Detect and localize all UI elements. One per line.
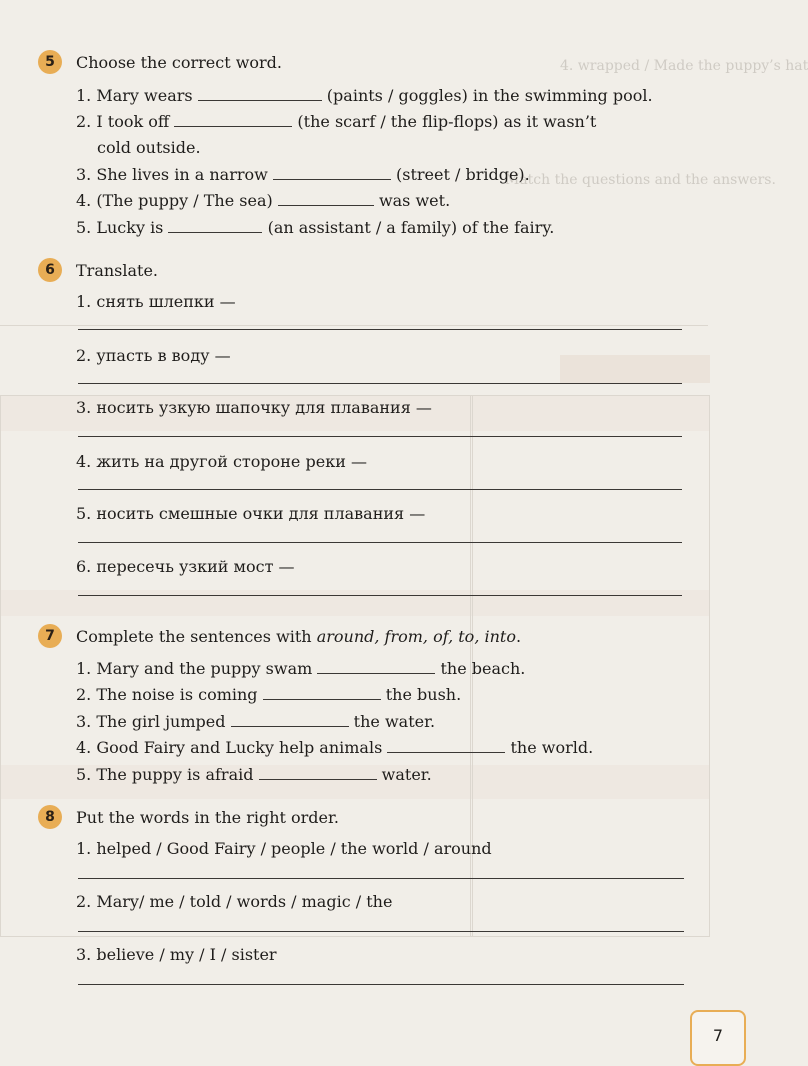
sentence-line (97, 138, 201, 157)
sentence-text: 5. Lucky is (76, 218, 164, 237)
answer-line[interactable] (78, 489, 682, 490)
word-order-item: 3. believe / my / I / sister (76, 945, 277, 964)
exercise-number-badge: 5 (38, 50, 62, 74)
sentence-options: (street / bridge). (396, 165, 530, 184)
sentence-text: was wet. (378, 191, 451, 210)
sentence-text: 2. The noise is coming (76, 685, 258, 704)
exercise-5 (38, 49, 282, 75)
sentence-options: (an assistant / a family) of the fairy. (267, 218, 555, 237)
exercise-7-header (38, 623, 521, 649)
exercise-8-header (38, 804, 339, 830)
answer-blank[interactable] (231, 711, 349, 727)
exercise-number-badge: 6 (38, 258, 62, 282)
page-number-tab (690, 1010, 746, 1066)
sentence-text: 1. Mary and the puppy swam (76, 659, 313, 678)
translate-item: 4. жить на другой стороне реки — (76, 452, 367, 471)
exercise-instruction (76, 627, 521, 646)
sentence-line (76, 164, 530, 184)
sentence-text: 5. The puppy is afraid (76, 765, 254, 784)
answer-blank[interactable] (174, 111, 292, 127)
sentence-text: cold outside. (97, 138, 201, 157)
sentence-line (76, 217, 554, 237)
translate-item: 1. снять шлепки — (76, 292, 236, 311)
sentence-line (76, 684, 461, 704)
answer-blank[interactable] (198, 85, 322, 101)
answer-line[interactable] (78, 436, 682, 437)
sentence-options: (paints / goggles) in the swimming pool. (326, 86, 653, 105)
sentence-text: water. (381, 765, 432, 784)
instruction-text: . (515, 626, 522, 646)
ghost-text: Match the questions and the answers. (505, 172, 776, 188)
word-order-item: 2. Mary/ me / told / words / magic / the (76, 892, 393, 911)
answer-line[interactable] (78, 984, 684, 985)
answer-blank[interactable] (278, 190, 374, 206)
exercise-7 (38, 623, 521, 649)
answer-line[interactable] (78, 542, 682, 543)
translate-item: 3. носить узкую шапочку для плавания — (76, 398, 432, 417)
translate-item: 5. носить смешные очки для плавания — (76, 504, 426, 523)
answer-line[interactable] (78, 595, 682, 596)
exercise-5-header (38, 49, 282, 75)
sentence-text: the world. (510, 738, 594, 757)
sentence-options: (the scarf / the flip-flops) as it wasn’t (297, 112, 597, 131)
answer-blank[interactable] (263, 684, 381, 700)
sentence-text: the beach. (440, 659, 526, 678)
answer-blank[interactable] (259, 764, 377, 780)
sentence-text: 4. Good Fairy and Lucky help animals (76, 738, 383, 757)
sentence-line (76, 711, 435, 731)
page-number: 7 (712, 1026, 724, 1045)
ghost-band (560, 355, 710, 383)
sentence-text: 3. The girl jumped (76, 712, 226, 731)
sentence-line (76, 764, 432, 784)
sentence-line (76, 190, 450, 210)
exercise-6 (38, 257, 158, 283)
exercise-number-badge: 7 (38, 624, 62, 648)
exercise-8 (38, 804, 339, 830)
sentence-line (76, 737, 593, 757)
instruction-text: Complete the sentences with (76, 626, 317, 646)
answer-line[interactable] (78, 931, 684, 932)
sentence-text: 3. She lives in a narrow (76, 165, 268, 184)
exercise-instruction: Translate. (76, 260, 159, 280)
answer-blank[interactable] (387, 737, 505, 753)
sentence-text: 2. I took off (76, 112, 170, 131)
sentence-text: 4. (The puppy / The sea) (76, 191, 273, 210)
sentence-line (76, 658, 525, 678)
answer-blank[interactable] (317, 658, 435, 674)
answer-blank[interactable] (168, 217, 262, 233)
instruction-word-list: around, from, of, to, into (316, 626, 516, 646)
sentence-text: 1. Mary wears (76, 86, 193, 105)
sentence-text: the bush. (385, 685, 462, 704)
exercise-instruction: Choose the correct word. (76, 52, 283, 72)
answer-line[interactable] (78, 383, 682, 384)
ghost-text: 4. wrapped / Made the puppy’s hat (560, 58, 808, 74)
sentence-line (76, 85, 653, 105)
answer-blank[interactable] (273, 164, 391, 180)
translate-item: 6. пересечь узкий мост — (76, 557, 295, 576)
translate-item: 2. упасть в воду — (76, 346, 231, 365)
exercise-number-badge: 8 (38, 805, 62, 829)
exercise-6-header (38, 257, 158, 283)
exercise-instruction: Put the words in the right order. (76, 807, 339, 827)
word-order-item: 1. helped / Good Fairy / people / the world / around (76, 839, 492, 858)
answer-line[interactable] (78, 329, 682, 330)
answer-line[interactable] (78, 878, 684, 879)
sentence-text: the water. (353, 712, 436, 731)
sentence-line (76, 111, 596, 131)
